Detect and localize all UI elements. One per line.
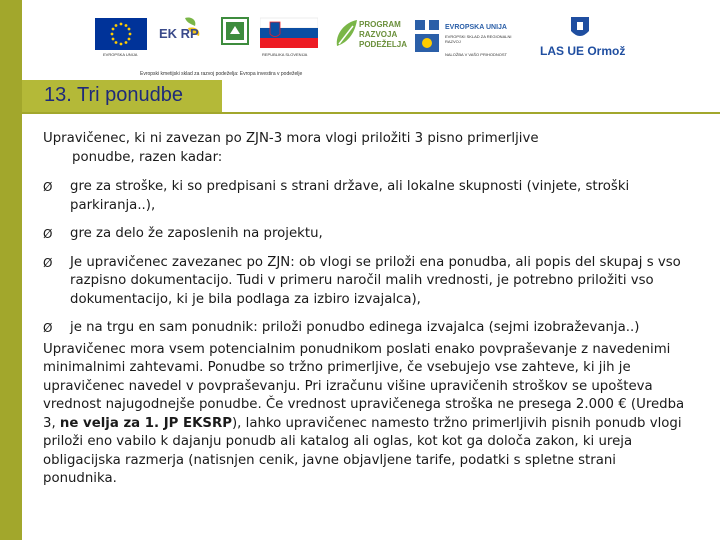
leader-logo [220,14,250,62]
slovenia-flag-icon [260,14,318,50]
eu-fund-subtitle: EVROPSKI SKLAD ZA REGIONALNI RAZVOJ [445,34,512,44]
prp-leaf-icon [333,16,361,56]
list-item [43,178,688,215]
bullet-list [43,178,688,338]
intro-paragraph [43,130,688,167]
bullet-arrow-icon: Ø [43,227,53,241]
list-item [43,225,688,244]
las-shield-icon [570,16,590,42]
ekrp-logo [155,14,210,62]
bullet-arrow-icon: Ø [43,255,53,270]
logo-strip [95,14,640,62]
intro-line-1: Upravičenec, ki ni zavezan po ZJN-3 mora vlogi priložiti 3 pisno primerljive [43,131,539,146]
closing-text-2: ), lahko upravičenec namesto tržno primerljivih pisnih ponudb vlogi priloži eno vabilo k dajanju ponudb ali katalog ali oglas, kot kot ga določa zakon, ki ureja obligacijska razmerja (natisnjen cenik, javne objavljene tarife, podatki s spletne strani ponudnika. [43,415,682,486]
bullet-text: je na trgu en sam ponudnik: priloži ponudbo edinega izvajalca (sejmi izobraževanja..) [70,320,640,335]
title-divider [22,112,720,114]
list-item [43,254,688,310]
bullet-arrow-icon: Ø [43,321,53,335]
slovenia-caption: REPUBLIKA SLOVENIJA [262,52,308,57]
leader-icon [220,14,250,50]
eu-fund-logo [413,14,528,62]
bullet-text: gre za delo že zaposlenih na projektu, [70,226,323,241]
left-accent-bar [0,0,22,540]
bullet-text: gre za stroške, ki so predpisani s strani države, ali lokalne skupnosti (vinjete, stroški parkiranja..), [70,179,630,213]
las-label: LAS UE Ormož [540,44,626,58]
closing-text-1: Upravičenec mora vsem potencialnim ponudnikom poslati enako povpraševanje z navedenimi minimalnimi zahtevami. Ponudbe so tržno primerljive, če vsebujejo vse zahteve, ki jih je upravičenec navedel v povpraševanju. Pri izračunu višine upravičenih stroškov se upošteva vrednost najugodnejše ponudbe. Če vrednost upravičenega stroška ne presega 2.000 € (Uredba 3, [43,341,685,431]
eu-fund-title: EVROPSKA UNIJA [445,24,507,31]
eu-flag-icon [95,14,147,50]
las-logo [535,14,635,62]
eu-fund-emblem-icon [413,16,441,56]
prp-logo [333,14,413,62]
bullet-arrow-icon: Ø [43,180,53,194]
closing-paragraph [43,341,688,489]
prp-label: PROGRAM RAZVOJA PODEŽELJA [359,20,408,49]
ekrp-label: EK RP [159,26,199,41]
funding-note: Evropski kmetijski sklad za razvoj podeželja: Evropa investira v podeželje [140,71,303,77]
eu-caption: EVROPSKA UNIJA [103,52,138,57]
intro-line-2: ponudbe, razen kadar: [72,149,223,165]
bullet-text: Je upravičenec zavezanec po ZJN: ob vlogi se priloži ena ponudba, ali popis del skupaj s vso razpisno dokumentacijo. Tudi v primeru naročil malih vrednosti, je potrebno priložiti vso dokumentacijo, ki je bila podlaga za izbiro izvajalca), [70,254,681,307]
page-title: 13. Tri ponudbe [44,84,183,106]
eu-flag-logo [95,14,147,62]
eu-fund-tagline: NALOŽBA V VAŠO PRIHODNOST [445,52,507,57]
slide-content [43,130,688,489]
slovenia-flag-logo [260,14,318,62]
list-item [43,319,688,338]
closing-bold-text: ne velja za 1. JP EKSRP [59,415,232,431]
